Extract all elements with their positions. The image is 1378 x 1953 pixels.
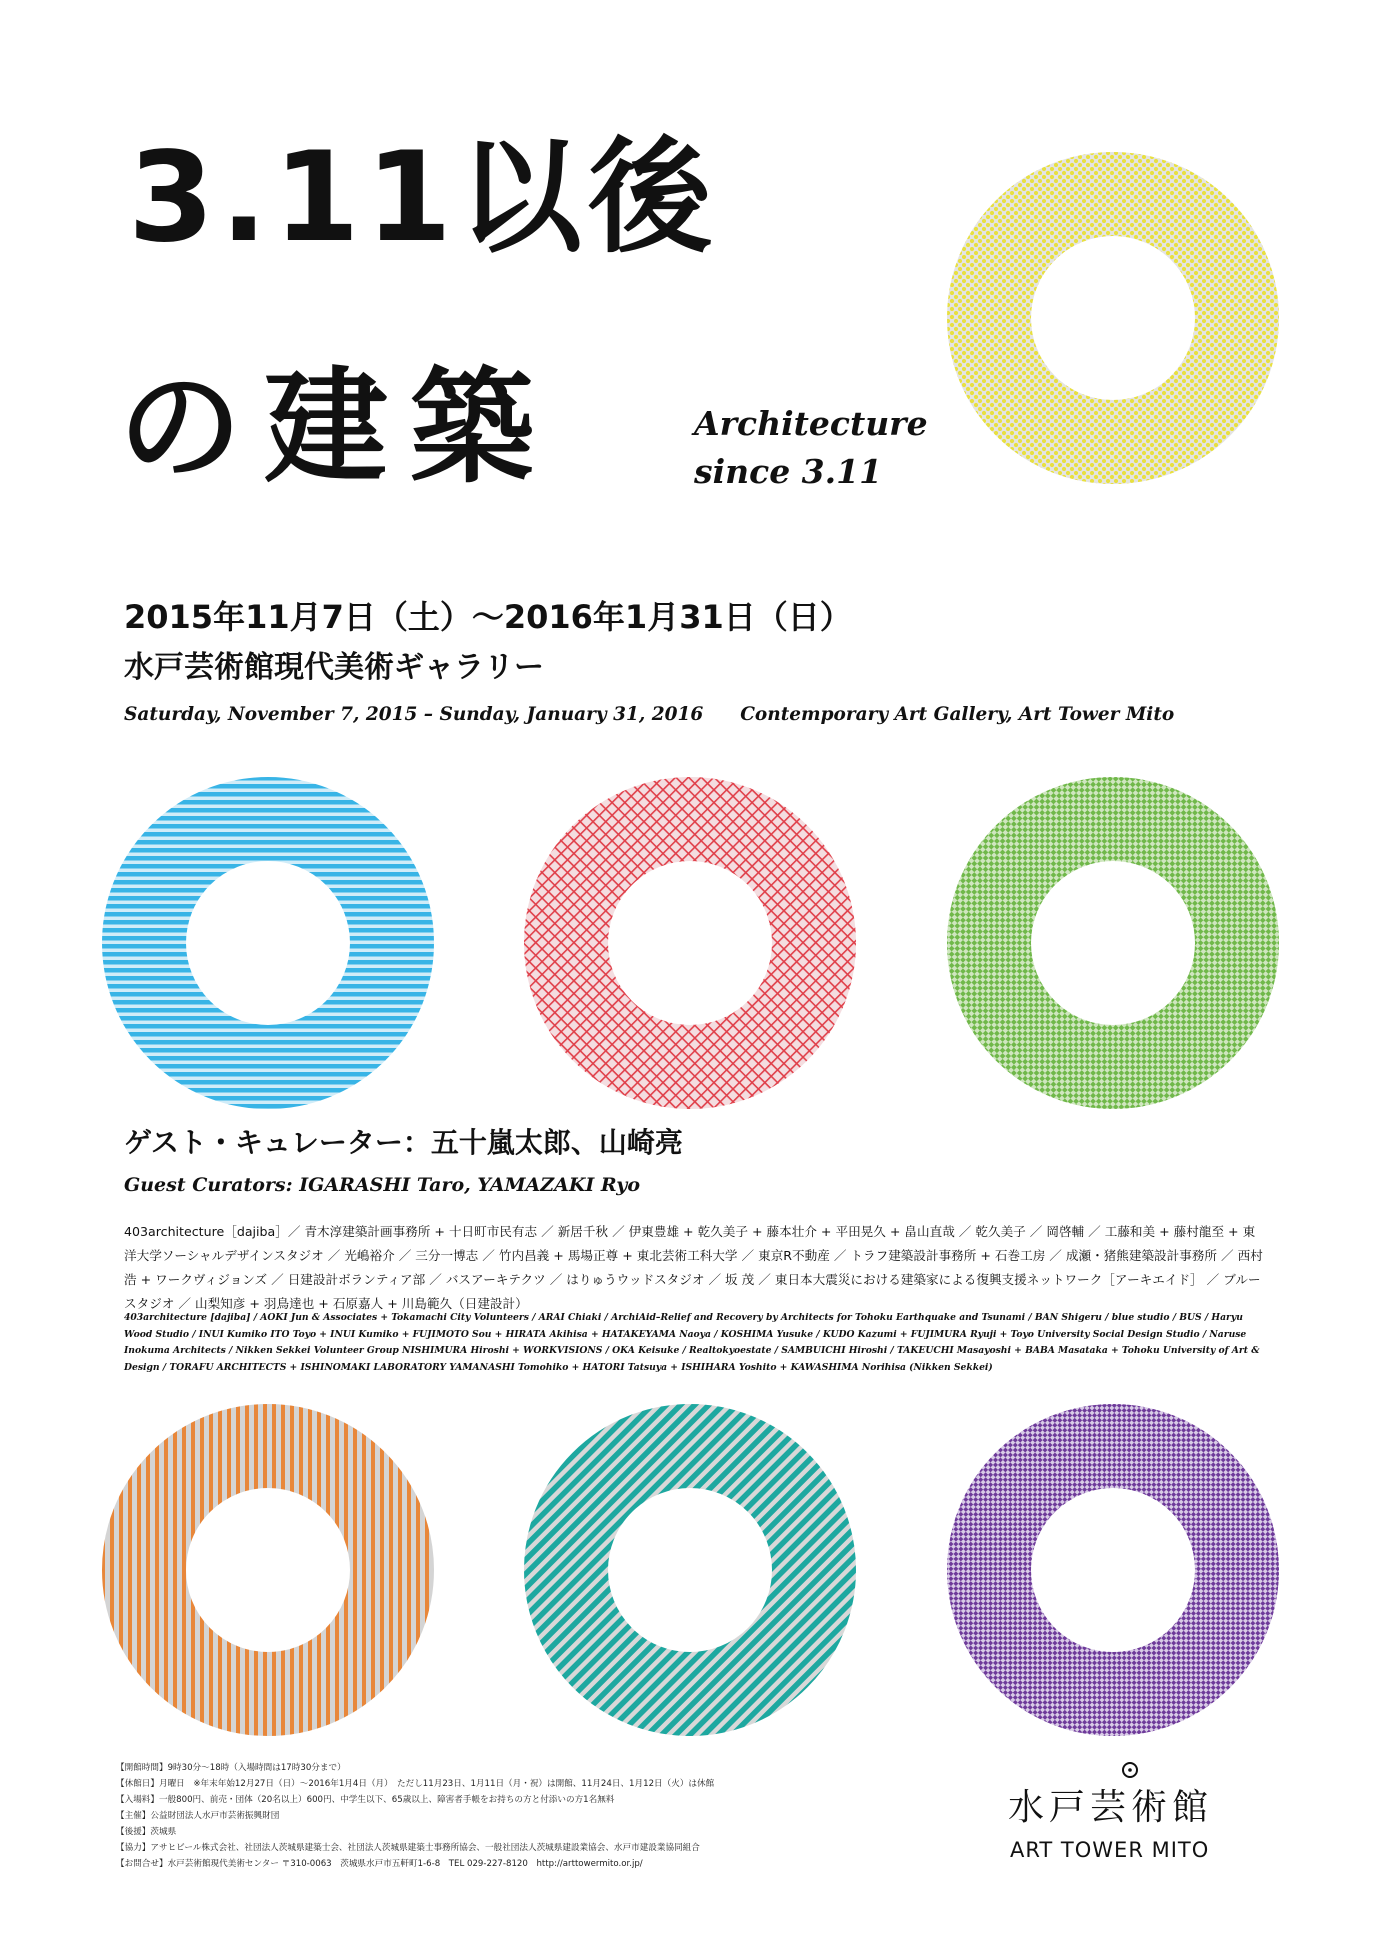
english-title-line1: Architecture bbox=[694, 404, 928, 443]
ring-teal-diagonal bbox=[523, 1403, 857, 1737]
exhibition-venue: 水戸芸術館現代美術ギャラリー bbox=[124, 650, 544, 685]
exhibition-dates-venue-en: Saturday, November 7, 2015 – Sunday, January 31, 2016 Contemporary Art Gallery, Art Tower Mito bbox=[124, 704, 1175, 725]
info-organizer: 【主催】公益財団法人水戸市芸術振興財団 bbox=[116, 1811, 280, 1821]
guest-curators-en: Guest Curators: IGARASHI Taro, YAMAZAKI Ryo bbox=[124, 1174, 641, 1196]
main-title-line2: の建築 bbox=[118, 356, 557, 500]
info-hours: 【開館時間】9時30分〜18時（入場時間は17時30分まで） bbox=[116, 1763, 346, 1773]
ring-purple-check bbox=[946, 1403, 1280, 1737]
main-title-line1: 3.11以後 bbox=[128, 126, 718, 270]
logo-circle-icon bbox=[1120, 1760, 1140, 1780]
participants-list-ja: 403architecture［dajiba］／ 青木淳建築計画事務所 + 十日町市民有志 ／ 新居千秋 ／ 伊東豊雄 + 乾久美子 + 藤本壮介 + 平田晃久 + 畠山直哉 ／ 乾久美子 ／ 岡啓輔 ／ 工藤和美 + 藤村龍至 + 東洋大学ソーシャルデザインスタジオ ／ 光嶋裕介 ／ 三分一博志 ／ 竹内昌義 + 馬場正尊 + 東北芸術工科大学 ／ 東京R不動産 ／ トラフ建築設計事務所 + 石巻工房 ／ 成瀬・猪熊建築設計事務所 ／ 西村浩 + ワークヴィジョンズ ／ 日建設計ボランティア部 ／ バスアーキテクツ ／ はりゅうウッドスタジオ ／ 坂 茂 ／ 東日本大震災における建築家による復興支援ネットワーク［アーキエイド］ ／ ブルースタジオ ／ 山梨知彦 + 羽鳥達也 + 石原嘉人 + 川島範久（日建設計） bbox=[124, 1224, 1263, 1311]
english-title-line2: since 3.11 bbox=[694, 452, 883, 491]
info-cooperation: 【協力】アサヒビール株式会社、社団法人茨城県建築士会、社団法人茨城県建築士事務所協会、一般社団法人茨城県建設業協会、水戸市建設業協同組合 bbox=[116, 1843, 700, 1853]
ring-green-check bbox=[946, 776, 1280, 1110]
ring-red-crosshatch bbox=[523, 776, 857, 1110]
exhibition-dates: 2015年11月7日（土）〜2016年1月31日（日） bbox=[124, 598, 852, 636]
logo-en: ART TOWER MITO bbox=[1010, 1838, 1210, 1862]
guest-curators-ja: ゲスト・キュレーター：五十嵐太郎、山崎亮 bbox=[124, 1126, 683, 1159]
info-admission: 【入場料】一般800円、前売・団体（20名以上）600円、中学生以下、65歳以上、障害者手帳をお持ちの方と付添いの方1名無料 bbox=[116, 1795, 615, 1805]
ring-yellow-dots bbox=[946, 151, 1280, 485]
info-contact: 【お問合せ】水戸芸術館現代美術センター 〒310-0063 茨城県水戸市五軒町1-6-8 TEL 029-227-8120 http://arttowermito.or.jp/ bbox=[116, 1859, 643, 1869]
ring-blue-stripes bbox=[101, 776, 435, 1110]
info-closed: 【休館日】月曜日 ※年末年始12月27日（日）〜2016年1月4日（月） ただし11月23日、1月11日（月・祝）は開館、11月24日、1月12日（火）は休館 bbox=[116, 1779, 715, 1789]
logo-ja: 水戸芸術館 bbox=[1008, 1787, 1214, 1828]
ring-orange-vertical bbox=[101, 1403, 435, 1737]
info-support: 【後援】茨城県 bbox=[116, 1827, 177, 1837]
info-block bbox=[116, 1760, 756, 1872]
participants-list-en: 403architecture [dajiba] / AOKI Jun & Associates + Tokamachi City Volunteers / ARAI Chiaki / ArchiAid–Relief and Recovery by Architects for Tohoku Earthquake and Tsunami / BAN Shigeru / blue studio / BUS / Haryu Wood Studio / INUI Kumiko ITO Toyo + INUI Kumiko + FUJIMOTO Sou + HIRATA Akihisa + HATAKEYAMA Naoya / KOSHIMA Yusuke / KUDO Kazumi + FUJIMURA Ryuji + Toyo University Social Design Studio / Naruse Inokuma Architects / Nikken Sekkei Volunteer Group NISHIMURA Hiroshi + WORKVISIONS / OKA Keisuke / Realtokyoestate / SAMBUICHI Hiroshi / TAKEUCHI Masayoshi + BABA Masataka + Tohoku University of Art & Design / TORAFU ARCHITECTS + ISHINOMAKI LABORATORY YAMANASHI Tomohiko + HATORI Tatsuya + ISHIHARA Yoshito + KAWASHIMA Norihisa (Nikken Sekkei) bbox=[124, 1312, 1260, 1373]
